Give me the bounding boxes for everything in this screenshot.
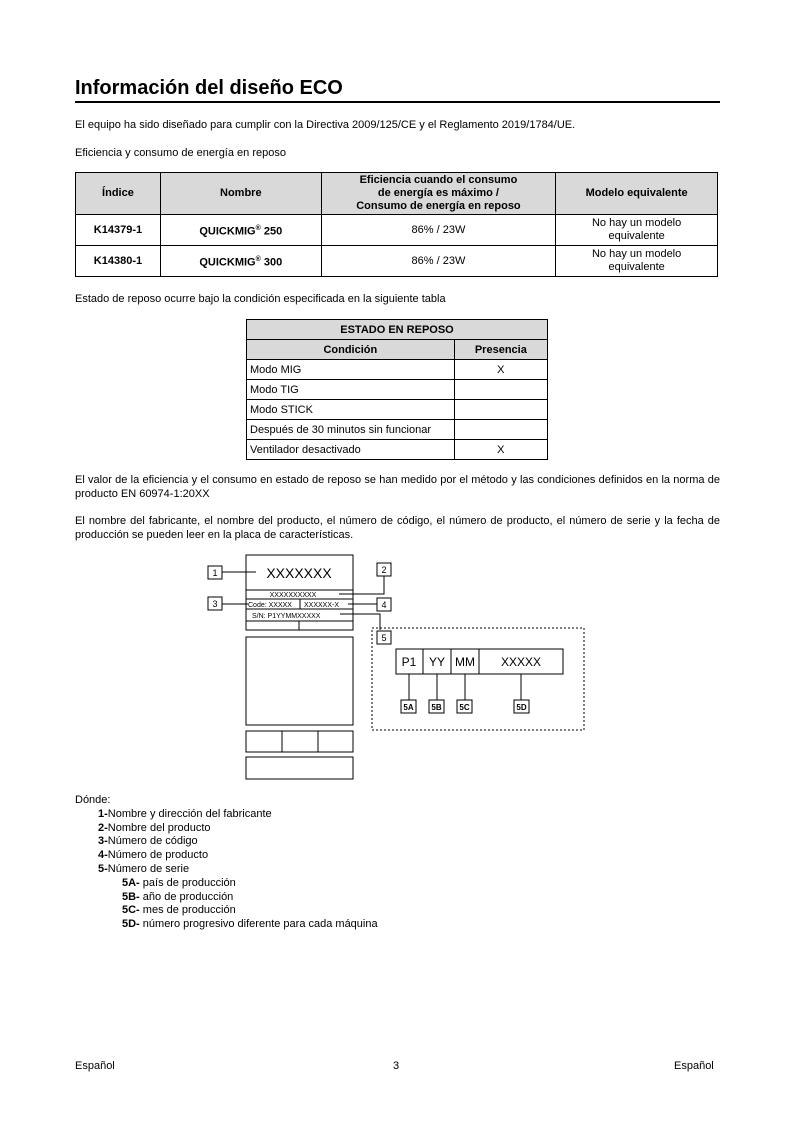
presence-cell: X xyxy=(454,360,547,380)
row-equivalent xyxy=(556,246,718,277)
legend-item xyxy=(75,918,378,932)
legend-item xyxy=(75,822,378,836)
condition-cell: Ventilador desactivado xyxy=(247,440,455,460)
legend-key: 3- xyxy=(98,835,108,848)
row-name xyxy=(160,215,321,246)
product-name: QUICKMIG xyxy=(199,225,256,238)
condition-cell: Modo TIG xyxy=(247,380,455,400)
equivalent-line: No hay un modelo xyxy=(591,248,682,260)
row-efficiency: 86% / 23W xyxy=(321,215,556,246)
header-efficiency-line: de energía es máximo / xyxy=(377,187,499,199)
product-name: QUICKMIG xyxy=(199,256,256,269)
legend-text: Número de código xyxy=(107,835,198,848)
legend-key: 1- xyxy=(98,807,108,820)
callout-4-box xyxy=(377,598,391,611)
product-model: 300 xyxy=(263,256,283,269)
legend-item xyxy=(75,849,378,863)
legend-item xyxy=(75,863,378,877)
legend-text: país de producción xyxy=(139,876,236,889)
presence-cell xyxy=(454,380,547,400)
title-underline xyxy=(75,101,720,103)
header-efficiency-line: Eficiencia cuando el consumo xyxy=(359,174,518,186)
equivalent-line: equivalente xyxy=(608,261,665,273)
footer-language-left: Español xyxy=(75,1060,115,1072)
legend-key: 5B- xyxy=(122,890,140,903)
row-equivalent xyxy=(556,215,718,246)
presence-cell xyxy=(454,420,547,440)
plate-product-code: XXXXXX-X xyxy=(304,602,340,609)
header-equivalent: Modelo equivalente xyxy=(556,173,718,215)
header-presence: Presencia xyxy=(454,340,547,360)
legend-key: 2- xyxy=(98,821,108,834)
callout-3-box xyxy=(208,597,222,610)
callout-3-label: 3 xyxy=(212,599,218,609)
registered-mark: ® xyxy=(255,224,261,232)
registered-mark: ® xyxy=(255,255,261,263)
idle-table-title-row xyxy=(247,320,548,340)
idle-table-header xyxy=(247,340,548,360)
legend-key: 5- xyxy=(98,862,108,875)
row-index: K14380-1 xyxy=(76,246,161,277)
legend-key: 5D- xyxy=(122,918,140,931)
header-index: Índice xyxy=(76,173,161,215)
product-model: 250 xyxy=(263,225,283,238)
efficiency-table xyxy=(75,172,718,277)
legend xyxy=(75,794,378,932)
callout-5c-label: 5C xyxy=(459,703,470,712)
callout-2-label: 2 xyxy=(381,565,387,575)
legend-item xyxy=(75,835,378,849)
plate-code-text: XXXXXXXXXX xyxy=(269,592,317,599)
callout-5d-label: 5D xyxy=(516,703,527,712)
legend-text: Número de serie xyxy=(107,862,190,875)
condition-cell: Después de 30 minutos sin funcionar xyxy=(247,420,455,440)
table-row xyxy=(247,400,548,420)
table-row xyxy=(247,420,548,440)
rating-plate-text: El nombre del fabricante, el nombre del producto, el número de código, el número de producto, el número de serie y la fecha de producción se pueden leer en la placa de características. xyxy=(75,515,720,541)
legend-key: 5A- xyxy=(122,876,140,889)
serial-part-progressive: XXXXX xyxy=(500,655,542,669)
callout-2-box xyxy=(377,563,391,576)
legend-item xyxy=(75,891,378,905)
intro-text: El equipo ha sido diseñado para cumplir con la Directiva 2009/125/CE y el Reglamento 2019/1784/UE. xyxy=(75,119,576,131)
efficiency-caption: Eficiencia y consumo de energía en reposo xyxy=(75,147,286,159)
table-row xyxy=(247,380,548,400)
plate-name-text: XXXXXXX xyxy=(266,565,332,581)
plate-header-box xyxy=(246,555,353,630)
header-efficiency xyxy=(321,173,556,215)
leader-line xyxy=(340,614,380,630)
callout-4-label: 4 xyxy=(381,600,387,610)
callout-5a-label: 5A xyxy=(403,703,414,712)
plate-serial-text: S/N: P1YYMMXXXXX xyxy=(252,613,321,620)
header-condition: Condición xyxy=(247,340,455,360)
serial-part-year: YY xyxy=(428,655,446,669)
callout-5d-box xyxy=(514,700,529,713)
plate-cells-box xyxy=(246,731,353,752)
callout-1-label: 1 xyxy=(212,568,218,578)
plate-body-box xyxy=(246,637,353,725)
legend-heading: Dónde: xyxy=(75,794,111,806)
legend-text: mes de producción xyxy=(139,904,236,917)
legend-key: 4- xyxy=(98,849,108,862)
plate-footer-box xyxy=(246,757,353,779)
header-efficiency-line: Consumo de energía en reposo xyxy=(356,200,521,212)
footer-language-right: Español xyxy=(674,1060,714,1072)
legend-item xyxy=(75,877,378,891)
condition-cell: Modo STICK xyxy=(247,400,455,420)
footer-page-number: 3 xyxy=(393,1060,400,1072)
serial-part-month: MM xyxy=(455,655,475,669)
serial-part-country: P1 xyxy=(401,655,417,669)
legend-text: Nombre del producto xyxy=(107,821,211,834)
table-row xyxy=(76,215,718,246)
legend-key: 5C- xyxy=(122,904,140,917)
efficiency-table-header xyxy=(76,173,718,215)
condition-cell: Modo MIG xyxy=(247,360,455,380)
callout-5b-label: 5B xyxy=(431,703,442,712)
table-row xyxy=(247,440,548,460)
plate-code-label: Code: XXXXX xyxy=(248,602,292,609)
callout-5-box xyxy=(377,631,391,644)
callout-5c-box xyxy=(457,700,472,713)
row-index: K14379-1 xyxy=(76,215,161,246)
callout-1-box xyxy=(208,566,222,579)
legend-text: número progresivo diferente para cada máquina xyxy=(139,918,378,931)
leader-line xyxy=(339,576,384,594)
callout-5a-box xyxy=(401,700,416,713)
legend-text: año de producción xyxy=(139,890,234,903)
legend-item xyxy=(75,808,378,822)
idle-table-title: ESTADO EN REPOSO xyxy=(247,320,548,340)
callout-5b-box xyxy=(429,700,444,713)
legend-text: Nombre y dirección del fabricante xyxy=(107,807,272,820)
legend-text: Número de producto xyxy=(107,849,209,862)
header-name: Nombre xyxy=(160,173,321,215)
page-title: Información del diseño ECO xyxy=(75,77,343,99)
table-row xyxy=(247,360,548,380)
equivalent-line: equivalente xyxy=(608,230,665,242)
serial-detail-frame xyxy=(372,628,584,730)
presence-cell xyxy=(454,400,547,420)
legend-item xyxy=(75,904,378,918)
row-efficiency: 86% / 23W xyxy=(321,246,556,277)
measurement-text: El valor de la eficiencia y el consumo en estado de reposo se han medido por el método y las condiciones definidos en la norma de producto EN 60974-1:20XX xyxy=(75,474,720,500)
serial-number-box xyxy=(396,649,563,674)
row-name xyxy=(160,246,321,277)
callout-5-label: 5 xyxy=(381,633,387,643)
idle-state-table xyxy=(246,319,548,460)
table-row xyxy=(76,246,718,277)
idle-caption: Estado de reposo ocurre bajo la condición especificada en la siguiente tabla xyxy=(75,293,446,305)
presence-cell: X xyxy=(454,440,547,460)
equivalent-line: No hay un modelo xyxy=(591,217,682,229)
